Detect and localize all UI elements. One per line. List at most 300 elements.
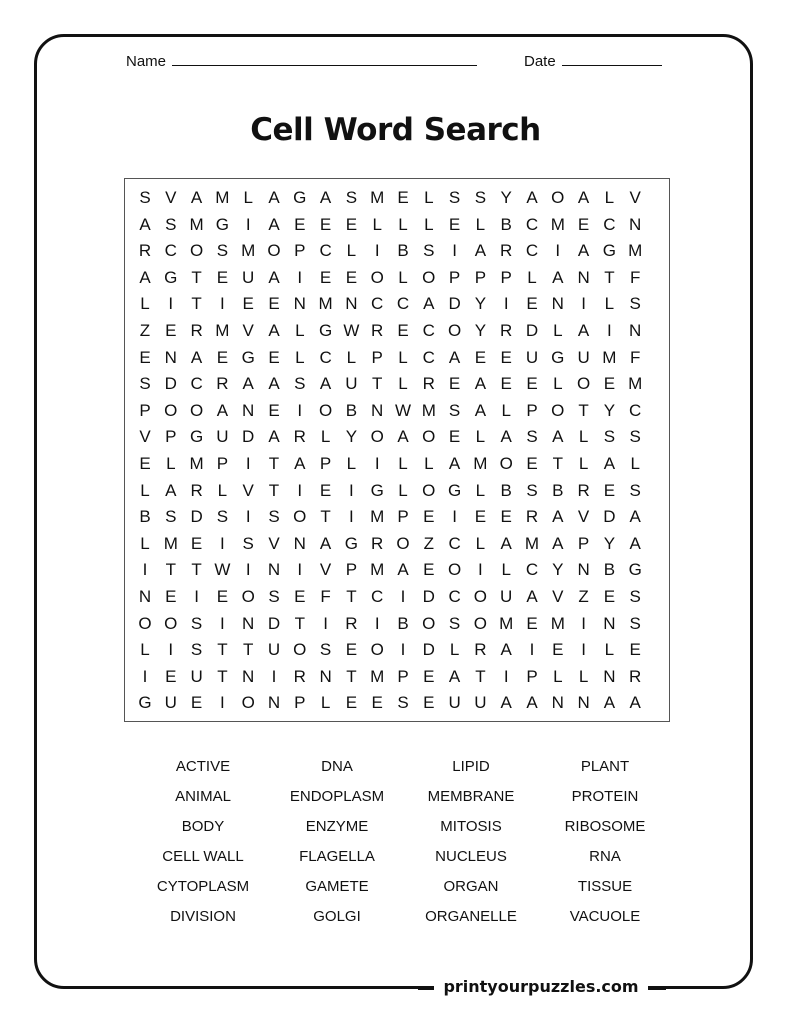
grid-letter: A <box>448 454 461 473</box>
word-list-item: VACUOLE <box>569 908 641 925</box>
grid-letter: D <box>164 374 177 394</box>
grid-letter: T <box>217 640 228 660</box>
grid-letter: E <box>423 507 435 527</box>
word-list <box>136 756 672 936</box>
word-list-item: LIPID <box>452 758 490 775</box>
grid-letter: A <box>474 241 487 261</box>
grid-letter: I <box>168 640 174 660</box>
grid-letter: U <box>242 267 255 287</box>
grid-letter: R <box>525 507 539 527</box>
grid-letter: D <box>422 587 435 606</box>
grid-letter: M <box>189 454 204 473</box>
grid-letter: D <box>190 507 203 527</box>
grid-letter: Z <box>578 587 589 606</box>
grid-letter: A <box>190 188 203 207</box>
grid-letter: O <box>422 613 436 633</box>
grid-letter: L <box>501 560 511 580</box>
grid-letter: S <box>268 507 280 527</box>
grid-letter: S <box>629 294 641 314</box>
grid-letter: M <box>241 241 256 261</box>
grid-letter: V <box>268 533 280 553</box>
grid-letter: E <box>190 693 203 713</box>
grid-letter: A <box>577 321 590 340</box>
date-line[interactable] <box>562 64 662 66</box>
grid-letter: S <box>139 188 151 207</box>
grid-letter: T <box>191 267 202 287</box>
word-list-item: CYTOPLASM <box>156 878 250 895</box>
grid-letter: I <box>349 507 354 527</box>
grid-letter: U <box>164 693 177 713</box>
grid-letter: C <box>525 241 539 261</box>
grid-letter: I <box>142 560 148 580</box>
grid-letter: T <box>165 560 176 580</box>
grid-letter: E <box>345 267 358 287</box>
grid-letter: L <box>604 294 615 314</box>
grid-letter: R <box>190 321 203 340</box>
grid-letter: M <box>370 188 385 207</box>
grid-letter: S <box>629 427 641 447</box>
grid-letter: A <box>190 347 203 367</box>
grid-letter: Y <box>474 294 487 314</box>
grid-letter: A <box>448 347 461 367</box>
grid-letter: M <box>370 507 385 527</box>
grid-letter: G <box>293 188 307 207</box>
grid-letter: E <box>216 587 229 606</box>
grid-letter: A <box>423 294 435 314</box>
grid-letter: D <box>448 294 461 314</box>
grid-letter: M <box>602 347 617 367</box>
grid-letter: E <box>552 640 564 660</box>
grid-letter: M <box>215 188 230 207</box>
grid-letter: I <box>323 613 328 633</box>
grid-letter: C <box>448 533 461 553</box>
grid-letter: S <box>294 374 306 394</box>
grid-letter: A <box>577 241 590 261</box>
word-list-item: GAMETE <box>305 878 369 895</box>
grid-letter: I <box>297 480 303 500</box>
grid-letter: C <box>319 241 332 261</box>
grid-letter: N <box>164 347 177 367</box>
grid-letter: U <box>525 347 539 367</box>
grid-letter: N <box>319 666 332 686</box>
grid-letter: C <box>603 214 616 234</box>
grid-letter: I <box>478 560 483 580</box>
footer-line-right <box>648 987 666 990</box>
grid-letter: G <box>318 321 333 340</box>
grid-letter: P <box>294 693 306 713</box>
grid-letter: Y <box>345 427 358 447</box>
grid-letter: P <box>139 400 151 420</box>
grid-letter: S <box>526 427 538 447</box>
grid-letter: O <box>370 267 384 287</box>
grid-letter: G <box>447 480 462 500</box>
grid-letter: A <box>268 267 280 287</box>
grid-letter: L <box>553 374 563 394</box>
grid-letter: F <box>320 587 331 606</box>
word-list-item: MEMBRANE <box>427 788 515 805</box>
grid-letter: O <box>576 374 591 394</box>
grid-letter: Y <box>603 533 616 553</box>
grid-letter: E <box>345 640 358 660</box>
grid-letter: E <box>526 454 538 473</box>
grid-letter: I <box>400 640 406 660</box>
grid-letter: U <box>448 693 461 713</box>
grid-letter: A <box>474 400 487 420</box>
grid-letter: E <box>139 347 151 367</box>
grid-letter: M <box>628 241 643 261</box>
grid-letter: N <box>577 560 590 580</box>
grid-letter: O <box>318 400 333 420</box>
grid-letter: G <box>164 267 178 287</box>
grid-letter: S <box>190 613 203 633</box>
grid-letter: P <box>474 267 487 287</box>
grid-letter: A <box>629 507 641 527</box>
grid-letter: M <box>215 321 230 340</box>
grid-letter: W <box>343 321 360 340</box>
grid-letter: A <box>552 507 564 527</box>
grid-letter: R <box>422 374 435 394</box>
grid-letter: E <box>242 294 254 314</box>
grid-letter: V <box>577 507 590 527</box>
grid-letter: A <box>526 693 538 713</box>
grid-letter: S <box>448 188 461 207</box>
grid-letter: B <box>552 480 564 500</box>
grid-letter: O <box>164 400 178 420</box>
grid-letter: A <box>629 693 641 713</box>
grid-letter: G <box>344 533 358 553</box>
word-list-item: RNA <box>589 848 621 865</box>
grid-letter: I <box>220 533 225 553</box>
grid-letter: M <box>524 533 540 553</box>
grid-letter: R <box>293 666 306 686</box>
date-field[interactable] <box>524 53 662 70</box>
grid-letter: S <box>345 188 358 207</box>
grid-letter: V <box>319 560 332 580</box>
grid-letter: I <box>400 587 406 606</box>
grid-letter: P <box>294 241 306 261</box>
name-line[interactable] <box>172 64 477 66</box>
grid-letter: L <box>398 374 408 394</box>
grid-letter: E <box>294 587 306 606</box>
word-list-item: TISSUE <box>577 878 633 895</box>
grid-letter: R <box>216 374 229 394</box>
grid-letter: A <box>577 188 590 207</box>
grid-letter: I <box>452 241 457 261</box>
grid-letter: R <box>190 480 203 500</box>
grid-letter: I <box>374 454 380 473</box>
grid-letter: T <box>475 666 486 686</box>
grid-letter: S <box>629 480 641 500</box>
grid-letter: N <box>371 400 384 420</box>
grid-letter: M <box>189 214 204 234</box>
grid-letter: T <box>552 454 563 473</box>
grid-letter: D <box>267 613 281 633</box>
grid-letter: Z <box>139 321 151 340</box>
grid-letter: O <box>293 507 307 527</box>
grid-letter: B <box>397 241 409 261</box>
grid-letter: P <box>577 533 590 553</box>
grid-letter: S <box>629 587 641 606</box>
grid-letter: P <box>319 454 332 473</box>
grid-letter: Y <box>603 400 616 420</box>
grid-letter: B <box>345 400 358 420</box>
grid-letter: O <box>189 400 204 420</box>
grid-letter: Y <box>552 560 564 580</box>
grid-letter: M <box>473 454 488 473</box>
grid-letter: B <box>500 214 512 234</box>
grid-letter: P <box>397 666 409 686</box>
grid-letter: A <box>139 214 151 234</box>
grid-letter: M <box>370 560 385 580</box>
grid-letter: O <box>473 613 487 633</box>
grid-letter: C <box>525 214 539 234</box>
grid-letter: E <box>603 374 616 394</box>
grid-letter: A <box>629 533 641 553</box>
grid-letter: L <box>501 400 511 420</box>
grid-letter: A <box>397 560 409 580</box>
grid-letter: A <box>448 666 461 686</box>
grid-letter: E <box>268 400 280 420</box>
grid-letter: A <box>552 533 564 553</box>
grid-letter: S <box>216 241 229 261</box>
name-field[interactable] <box>126 53 477 70</box>
grid-letter: P <box>500 267 512 287</box>
grid-letter: M <box>370 666 385 686</box>
grid-letter: I <box>194 587 199 606</box>
grid-letter: B <box>500 480 512 500</box>
grid-letter: A <box>500 693 512 713</box>
grid-letter: G <box>215 214 229 234</box>
grid-letter: D <box>525 321 539 340</box>
grid-letter: I <box>503 294 509 314</box>
grid-letter: T <box>191 560 202 580</box>
grid-letter: O <box>267 241 281 261</box>
grid-letter: O <box>551 400 565 420</box>
grid-letter: I <box>220 613 225 633</box>
grid-letter: M <box>318 294 333 314</box>
grid-letter: S <box>474 188 487 207</box>
name-label: Name <box>126 53 167 70</box>
grid-letter: I <box>297 400 303 420</box>
grid-letter: P <box>345 560 358 580</box>
grid-letter: S <box>190 640 203 660</box>
grid-letter: P <box>165 427 177 447</box>
grid-letter: R <box>500 241 513 261</box>
grid-letter: G <box>138 693 152 713</box>
grid-letter: L <box>398 214 408 234</box>
grid-letter: E <box>526 374 538 394</box>
grid-letter: U <box>474 693 487 713</box>
grid-letter: N <box>629 321 642 340</box>
grid-letter: A <box>268 188 280 207</box>
grid-letter: V <box>165 188 177 207</box>
grid-letter: U <box>190 666 203 686</box>
grid-letter: R <box>577 480 590 500</box>
grid-letter: F <box>629 267 641 287</box>
grid-letter: E <box>526 613 538 633</box>
grid-letter: E <box>319 480 332 500</box>
grid-letter: A <box>268 374 280 394</box>
grid-letter: B <box>139 507 151 527</box>
grid-letter: M <box>550 613 565 633</box>
grid-letter: O <box>422 427 436 447</box>
grid-letter: L <box>475 214 486 234</box>
grid-letter: L <box>449 640 460 660</box>
grid-letter: A <box>500 640 512 660</box>
grid-letter: O <box>473 587 487 606</box>
grid-letter: G <box>551 347 565 367</box>
grid-letter: R <box>138 241 152 261</box>
grid-letter: E <box>526 294 538 314</box>
grid-letter: E <box>319 214 332 234</box>
grid-letter: I <box>555 241 561 261</box>
grid-letter: L <box>424 454 434 473</box>
grid-letter: A <box>268 321 280 340</box>
grid-letter: C <box>371 294 384 314</box>
grid-letter: A <box>294 454 306 473</box>
grid-letter: O <box>422 267 436 287</box>
word-list-item: ANIMAL <box>175 788 231 805</box>
grid-letter: A <box>552 427 564 447</box>
grid-letter: C <box>319 347 332 367</box>
grid-letter: E <box>500 374 512 394</box>
footer-website: printyourpuzzles.com <box>434 974 648 1000</box>
grid-letter: L <box>140 294 150 314</box>
grid-letter: C <box>448 587 461 606</box>
grid-letter: L <box>243 188 253 207</box>
grid-letter: L <box>140 480 150 500</box>
grid-letter: N <box>345 294 358 314</box>
grid-letter: L <box>604 640 615 660</box>
grid-letter: I <box>245 507 251 527</box>
grid-letter: E <box>190 533 203 553</box>
grid-letter: O <box>293 640 307 660</box>
grid-letter: A <box>397 427 409 447</box>
grid-letter: L <box>398 347 408 367</box>
grid-letter: S <box>242 533 254 553</box>
grid-letter: L <box>295 347 305 367</box>
grid-letter: S <box>216 507 229 527</box>
grid-letter: A <box>603 454 616 473</box>
grid-letter: E <box>268 294 280 314</box>
grid-letter: S <box>139 374 151 394</box>
grid-letter: E <box>448 427 461 447</box>
grid-letter: V <box>242 480 254 500</box>
grid-letter: I <box>271 666 277 686</box>
grid-letter: S <box>165 214 177 234</box>
grid-letter: L <box>630 454 640 473</box>
grid-letter: C <box>422 347 435 367</box>
grid-letter: C <box>190 374 203 394</box>
grid-letter: E <box>448 214 461 234</box>
grid-letter: L <box>398 454 408 473</box>
grid-letter: L <box>346 241 357 261</box>
grid-letter: S <box>165 507 177 527</box>
grid-letter: O <box>164 613 178 633</box>
grid-letter: L <box>295 321 305 340</box>
grid-letter: N <box>551 294 564 314</box>
grid-letter: M <box>163 533 178 553</box>
grid-letter: N <box>577 693 590 713</box>
grid-letter: I <box>220 294 225 314</box>
grid-letter: P <box>526 400 538 420</box>
grid-letter: N <box>267 560 281 580</box>
grid-letter: E <box>423 666 435 686</box>
grid-letter: N <box>293 533 306 553</box>
grid-letter: L <box>217 480 228 500</box>
grid-letter: I <box>581 294 586 314</box>
grid-letter: G <box>241 347 255 367</box>
grid-letter: E <box>577 214 590 234</box>
grid-letter: R <box>371 533 384 553</box>
grid-letter: E <box>474 507 487 527</box>
grid-letter: I <box>297 267 303 287</box>
grid-letter: L <box>475 533 486 553</box>
grid-letter: A <box>242 374 254 394</box>
grid-letter: E <box>319 267 332 287</box>
grid-letter: L <box>527 267 537 287</box>
word-list-item: DIVISION <box>170 908 236 925</box>
grid-letter: A <box>319 188 332 207</box>
grid-letter: V <box>629 188 641 207</box>
grid-letter: I <box>245 214 251 234</box>
grid-letter: C <box>525 560 539 580</box>
grid-letter: A <box>268 427 280 447</box>
grid-letter: V <box>242 321 254 340</box>
grid-letter: L <box>320 693 331 713</box>
grid-letter: W <box>394 400 412 420</box>
grid-letter: O <box>447 560 462 580</box>
grid-letter: T <box>268 480 280 500</box>
grid-letter: N <box>242 400 255 420</box>
grid-letter: U <box>577 347 590 367</box>
grid-letter: S <box>268 587 280 606</box>
grid-letter: P <box>397 507 409 527</box>
grid-letter: E <box>448 374 461 394</box>
grid-letter: E <box>474 347 487 367</box>
grid-letter: I <box>452 507 457 527</box>
grid-letter: E <box>500 507 512 527</box>
grid-letter: E <box>423 693 435 713</box>
grid-letter: C <box>422 321 435 340</box>
grid-letter: T <box>604 267 615 287</box>
grid-letter: E <box>397 188 409 207</box>
grid-letter: O <box>447 321 462 340</box>
grid-letter: B <box>397 613 409 633</box>
grid-letter: L <box>578 427 589 447</box>
grid-letter: E <box>603 480 616 500</box>
grid-letter: A <box>268 214 280 234</box>
grid-letter: L <box>424 188 434 207</box>
grid-letter: S <box>629 613 641 633</box>
grid-letter: A <box>526 587 538 606</box>
grid-letter: C <box>371 587 384 606</box>
grid-letter: E <box>423 560 435 580</box>
grid-letter: L <box>140 640 150 660</box>
grid-letter: E <box>165 321 177 340</box>
grid-letter: U <box>267 640 281 660</box>
grid-letter: A <box>500 533 512 553</box>
grid-letter: A <box>319 533 332 553</box>
word-list-item: ENDOPLASM <box>289 788 385 805</box>
grid-letter: I <box>374 241 380 261</box>
grid-letter: E <box>216 267 229 287</box>
grid-letter: I <box>168 294 174 314</box>
grid-letter: R <box>345 613 358 633</box>
grid-letter: N <box>551 693 564 713</box>
grid-letter: T <box>371 374 383 394</box>
letter-grid <box>124 178 670 722</box>
